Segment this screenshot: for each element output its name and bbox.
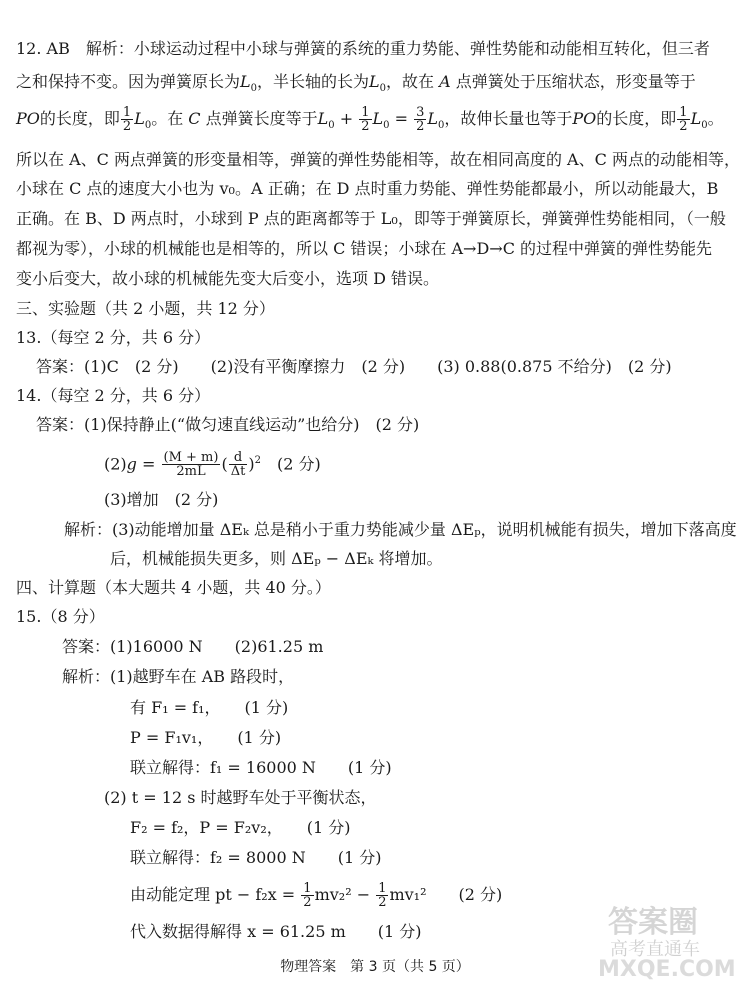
q15-step-2: 有 F₁ = f₁， (1 分) [130, 698, 289, 717]
q15-step-9: 代入数据得解得 x = 61.25 m (1 分) [130, 922, 422, 941]
q12-line-3: PO的长度，即 $\frac{1}{2}$ $L_0$。在 C 点弹簧长度等于$L_0$ + $\frac{1}{2}$ $L_0$ = $\frac{3}{2}$ $L_0$，故伸长量也等于PO的长度，即 $\frac{1}{2}$ $L_0$。 [16, 105, 724, 134]
q15-step-4: 联立解得：f₁ = 16000 N (1 分) [130, 758, 392, 777]
q14-answer-3: (3)增加 (2 分) [104, 490, 219, 509]
q14-explain-1: 解析：(3)动能增加量 ΔEₖ 总是稍小于重力势能减少量 ΔEₚ，说明机械能有损失，增加下落高度 [64, 520, 737, 539]
q13-heading: 13.（每空 2 分，共 6 分） [16, 328, 211, 347]
q15-answer: 答案：(1)16000 N (2)61.25 m [62, 637, 324, 656]
q12-line-2: 之和保持不变。因为弹簧原长为$L_0$，半长轴的长为$L_0$，故在 A 点弹簧处于压缩状态，形变量等于 [16, 72, 696, 95]
q13-answer: 答案：(1)C (2 分) (2)没有平衡摩擦力 (2 分) (3) 0.88(0.875 不给分) (2 分) [36, 357, 672, 376]
q14-explain-2: 后，机械能损失更多，则 ΔEₚ − ΔEₖ 将增加。 [110, 549, 443, 568]
q15-step-5: (2) t = 12 s 时越野车处于平衡状态， [104, 788, 377, 807]
q14-answer-2-formula: (2)g = $\frac{(M + m)}{2mL}$ ( $\frac{d}{\Delta t}$ )$^2$ (2 分) [104, 450, 321, 480]
page-footer: 物理答案 第 3 页（共 5 页） [280, 959, 470, 975]
q15-step-8: 由动能定理 pt − f₂x = $\frac{1}{2}$ mv₂² − $\frac{1}{2}$ mv₁² (2 分) [130, 881, 503, 910]
watermark-line-1: 答案圈 [608, 905, 698, 940]
q15-step-6: F₂ = f₂，P = F₂v₂， (1 分) [130, 818, 351, 837]
q12-line-4: 所以在 A、C 两点弹簧的形变量相等，弹簧的弹性势能相等，故在相同高度的 A、C 两点的动能相等， [16, 150, 740, 169]
q14-heading: 14.（每空 2 分，共 6 分） [16, 386, 211, 405]
watermark-line-2: 高考直通车 [610, 939, 700, 960]
q12-line-1: 12. AB 解析：小球运动过程中小球与弹簧的系统的重力势能、弹性势能和动能相互转化，但三者 [16, 39, 710, 58]
q15-step-3: P = F₁v₁， (1 分) [130, 728, 282, 747]
q15-heading: 15.（8 分） [16, 607, 105, 626]
watermark-line-3: MXQE.COM [598, 957, 736, 980]
q12-line-6: 正确。在 B、D 两点时，小球到 P 点的距离都等于 L₀，即等于弹簧原长，弹簧弹性势能相同，（一般 [16, 209, 726, 228]
section-4-heading: 四、计算题（本大题共 4 小题，共 40 分。） [16, 578, 331, 597]
q15-step-1: 解析：(1)越野车在 AB 路段时， [62, 667, 295, 686]
q12-line-5: 小球在 C 点的速度大小也为 v₀。A 正确；在 D 点时重力势能、弹性势能都最小，所以动能最大，B [16, 179, 719, 198]
q15-step-7: 联立解得：f₂ = 8000 N (1 分) [130, 848, 382, 867]
q12-line-7: 都视为零），小球的机械能也是相等的，所以 C 错误；小球在 A→D→C 的过程中弹簧的弹性势能先 [16, 239, 713, 258]
q14-answer-1: 答案：(1)保持静止(“做匀速直线运动”也给分) (2 分) [36, 415, 420, 434]
section-3-heading: 三、实验题（共 2 小题，共 12 分） [16, 299, 275, 318]
q12-line-8: 变小后变大，故小球的机械能先变大后变小，选项 D 错误。 [16, 269, 440, 288]
